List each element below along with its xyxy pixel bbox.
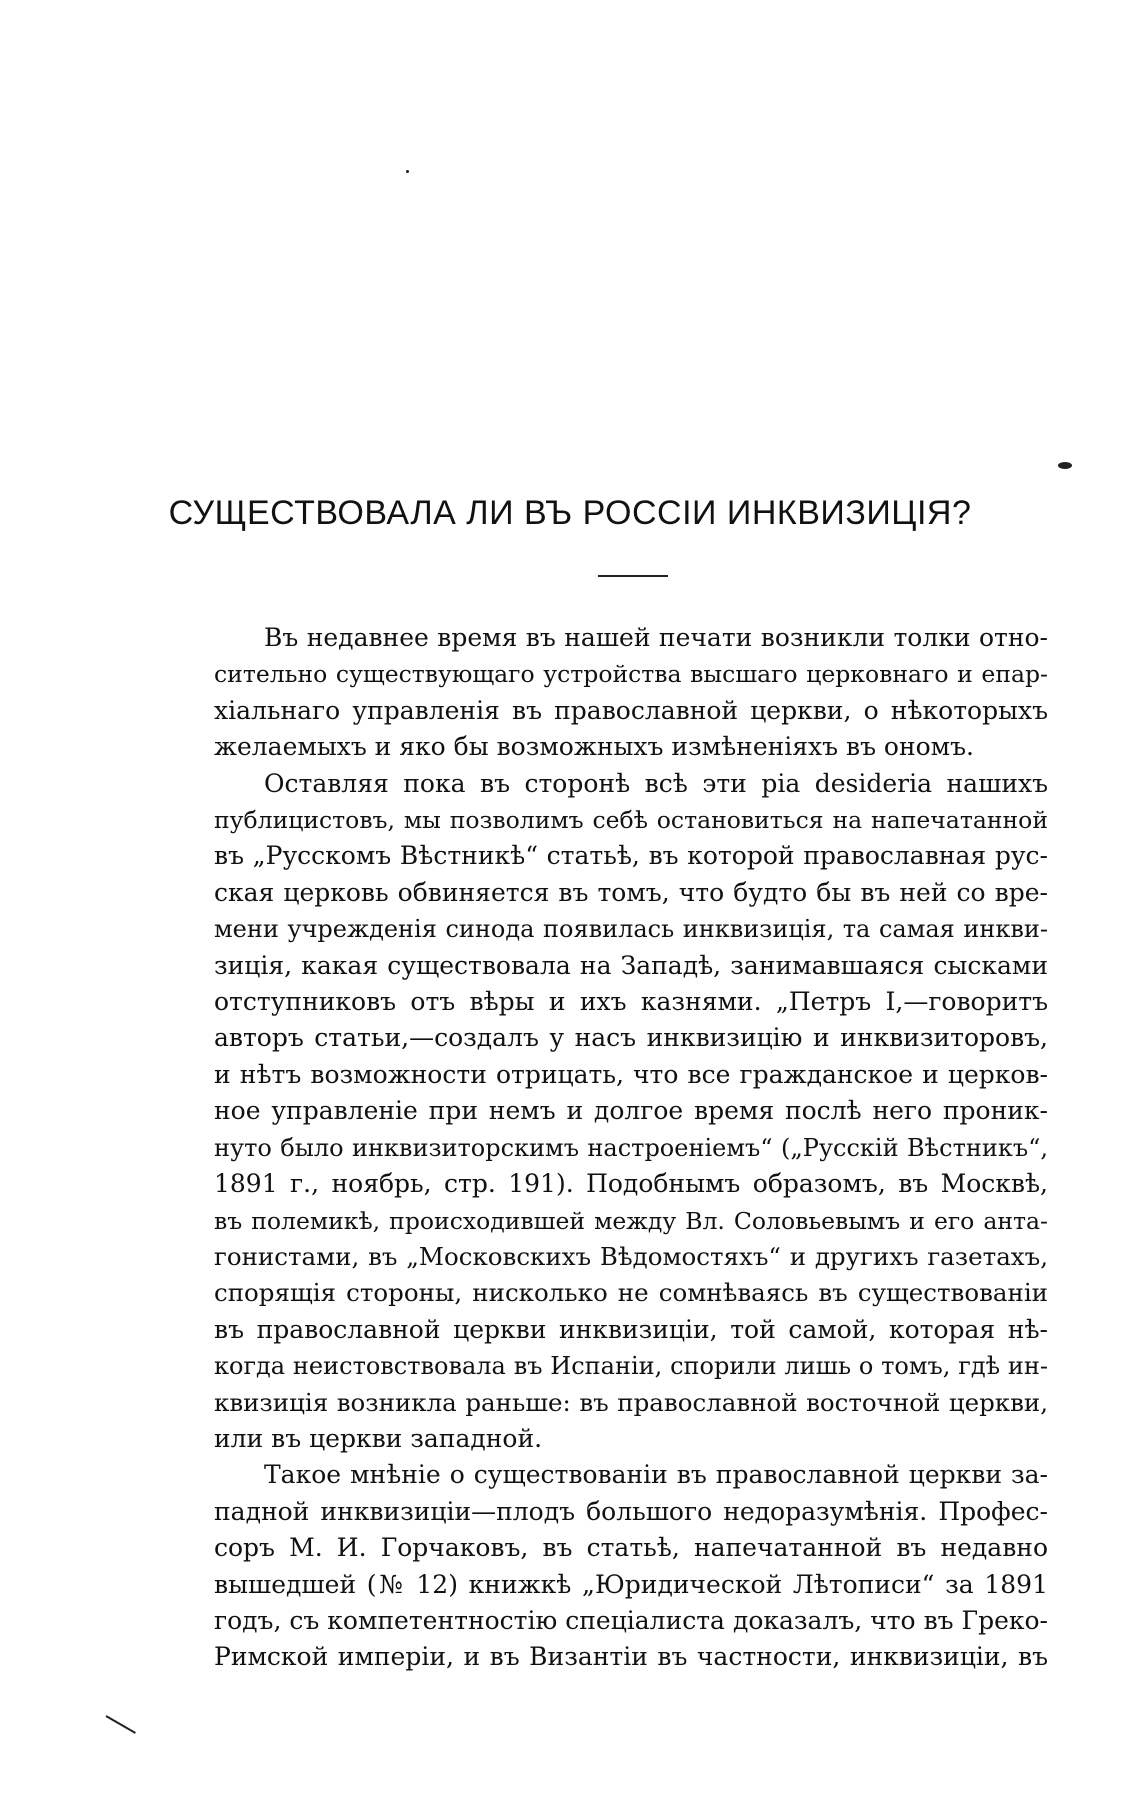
text-line: хіальнаго управленія въ православной церкви, о нѣкоторыхъ <box>214 695 1048 725</box>
text-line: и нѣтъ возможности отрицать, что все гражданское и церков- <box>214 1059 1048 1089</box>
page-title: СУЩЕСТВОВАЛА ЛИ ВЪ РОССІИ ИНКВИЗИЦІЯ? <box>168 494 972 532</box>
text-line: ская церковь обвиняется въ томъ, что будто бы въ ней со вре- <box>214 877 1048 907</box>
body-text <box>214 620 1048 1676</box>
paragraph-3 <box>214 1457 1048 1675</box>
text-line: спорящія стороны, нисколько не сомнѣваясь въ существованіи <box>214 1278 1048 1308</box>
text-line: гонистами, въ „Московскихъ Вѣдомостяхъ“ и другихъ газетахъ, <box>214 1241 1048 1271</box>
text-line: сительно существующаго устройства высшаго церковнаго и епар- <box>214 660 1048 689</box>
title-divider <box>598 575 668 577</box>
text-line: годъ, съ компетентностію спеціалиста доказалъ, что въ Греко- <box>214 1605 1048 1635</box>
text-line: Такое мнѣніе о существованіи въ православной церкви за- <box>264 1460 1048 1490</box>
paragraph-2 <box>214 766 1048 1458</box>
text-line: соръ М. И. Горчаковъ, въ статьѣ, напечатанной въ недавно <box>214 1533 1048 1563</box>
print-speck <box>406 170 409 173</box>
paragraph-1 <box>214 620 1048 766</box>
text-line: 1891 г., ноябрь, стр. 191). Подобнымъ образомъ, въ Москвѣ, <box>214 1169 1048 1199</box>
text-line: ное управленіе при немъ и долгое время послѣ него проник- <box>214 1096 1048 1126</box>
text-line: въ православной церкви инквизиціи, той самой, которая нѣ- <box>214 1314 1048 1344</box>
text-line: авторъ статьи,—создалъ у насъ инквизицію и инквизиторовъ, <box>214 1023 1048 1053</box>
text-line: въ „Русскомъ Вѣстникѣ“ статьѣ, въ которой православная рус- <box>214 841 1048 871</box>
text-line: желаемыхъ и яко бы возможныхъ измѣненіяхъ въ ономъ. <box>214 732 974 762</box>
ink-blot <box>1058 462 1072 469</box>
text-line: Въ недавнее время въ нашей печати возникли толки отно- <box>264 623 1048 652</box>
text-line: квизиція возникла раньше: въ православной восточной церкви, <box>214 1387 1048 1417</box>
text-line: Оставляя пока въ сторонѣ всѣ эти pia desideria нашихъ <box>264 768 1048 798</box>
text-line: нуто было инквизиторскимъ настроеніемъ“ („Русскій Вѣстникъ“, <box>214 1133 1048 1162</box>
text-line: Римской имперіи, и въ Византіи въ частности, инквизиціи, въ <box>214 1642 1048 1672</box>
text-line: или въ церкви западной. <box>214 1423 543 1453</box>
text-line: отступниковъ отъ вѣры и ихъ казнями. „Петръ I,—говоритъ <box>214 987 1048 1017</box>
text-line: публицистовъ, мы позволимъ себѣ остановиться на напечатанной <box>214 806 1048 835</box>
text-line: когда неистовствовала въ Испаніи, спорили лишь о томъ, гдѣ ин- <box>214 1352 1048 1381</box>
text-line: вышедшей (№ 12) книжкѣ „Юридической Лѣтописи“ за 1891 <box>214 1569 1048 1599</box>
margin-mark <box>106 1715 136 1734</box>
text-line: зиція, какая существовала на Западѣ, занимавшаяся сысками <box>214 950 1048 980</box>
text-line: мени учрежденія синода появилась инквизиція, та самая инкви- <box>214 915 1048 944</box>
text-line: въ полемикѣ, происходившей между Вл. Соловьевымъ и его анта- <box>214 1206 1048 1235</box>
text-line: падной инквизиціи—плодъ большого недоразумѣнія. Профес- <box>214 1496 1048 1526</box>
